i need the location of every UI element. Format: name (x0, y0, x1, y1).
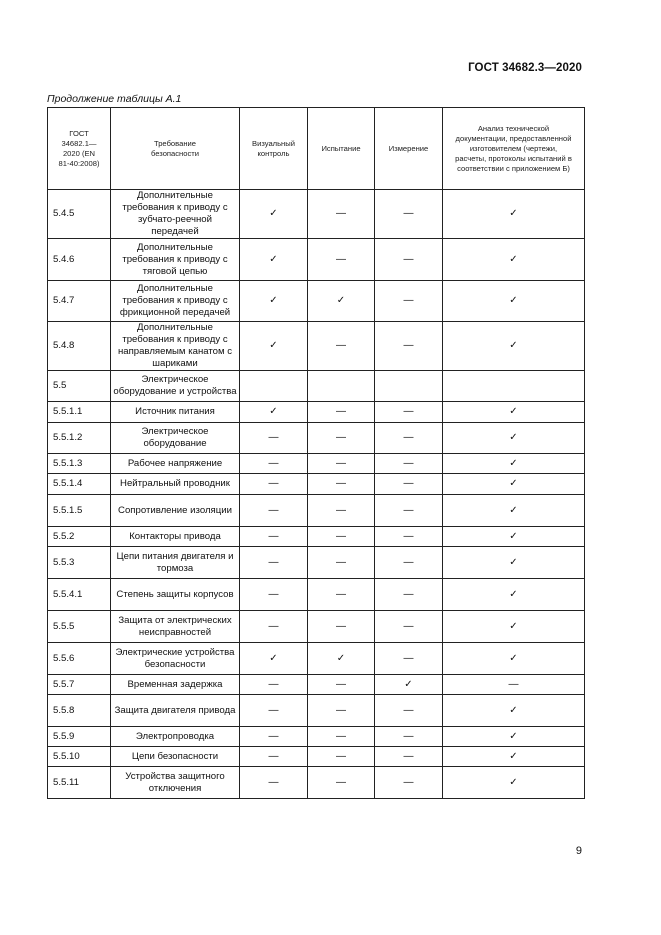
row-visual-mark: — (240, 611, 308, 643)
table-row (48, 695, 585, 727)
row-clause: 5.5.1.3 (48, 454, 111, 474)
row-test-mark: — (308, 747, 375, 767)
table-row (48, 747, 585, 767)
row-measure-mark: — (375, 322, 443, 371)
row-test-mark: — (308, 474, 375, 495)
row-requirement: Рабочее напряжение (111, 454, 240, 474)
row-measure-mark: — (375, 495, 443, 527)
table-row (48, 579, 585, 611)
table-row (48, 611, 585, 643)
row-visual-mark: — (240, 767, 308, 799)
row-requirement: Степень защиты корпусов (111, 579, 240, 611)
row-analysis-mark: ✓ (443, 643, 585, 675)
row-clause: 5.5.1.1 (48, 402, 111, 423)
row-analysis-mark: ✓ (443, 527, 585, 547)
row-analysis-mark: ✓ (443, 474, 585, 495)
row-visual-mark: ✓ (240, 239, 308, 281)
row-analysis-mark: ✓ (443, 454, 585, 474)
table-row (48, 371, 585, 402)
row-requirement: Электрическое оборудование (111, 423, 240, 454)
table-row (48, 190, 585, 239)
row-analysis-mark: ✓ (443, 190, 585, 239)
header-requirement: Требование безопасности (111, 108, 240, 190)
row-requirement: Электрические устройства безопасности (111, 643, 240, 675)
row-requirement: Источник питания (111, 402, 240, 423)
row-visual-mark: — (240, 547, 308, 579)
table-row (48, 423, 585, 454)
row-requirement: Нейтральный проводник (111, 474, 240, 495)
row-measure-mark: — (375, 643, 443, 675)
row-test-mark: — (308, 495, 375, 527)
row-measure-mark: — (375, 547, 443, 579)
row-clause: 5.5.8 (48, 695, 111, 727)
table-row (48, 495, 585, 527)
table-row (48, 675, 585, 695)
row-clause: 5.4.6 (48, 239, 111, 281)
table-row (48, 239, 585, 281)
table-row (48, 281, 585, 322)
row-visual-mark (240, 371, 308, 402)
header-test: Испытание (308, 108, 375, 190)
row-clause: 5.5.5 (48, 611, 111, 643)
row-clause: 5.5.2 (48, 527, 111, 547)
row-visual-mark: — (240, 579, 308, 611)
row-clause: 5.5.6 (48, 643, 111, 675)
row-test-mark: — (308, 675, 375, 695)
row-test-mark: — (308, 727, 375, 747)
row-test-mark: — (308, 322, 375, 371)
row-measure-mark: — (375, 190, 443, 239)
row-requirement: Дополнительные требования к приводу с тяговой цепью (111, 239, 240, 281)
row-test-mark: — (308, 579, 375, 611)
row-visual-mark: — (240, 675, 308, 695)
row-clause: 5.5.4.1 (48, 579, 111, 611)
row-visual-mark: — (240, 727, 308, 747)
row-visual-mark: ✓ (240, 402, 308, 423)
row-analysis-mark: ✓ (443, 767, 585, 799)
table-row (48, 402, 585, 423)
row-clause: 5.5.10 (48, 747, 111, 767)
table-header-row (48, 108, 585, 190)
row-analysis-mark: — (443, 675, 585, 695)
row-visual-mark: ✓ (240, 281, 308, 322)
row-clause: 5.5.3 (48, 547, 111, 579)
table-row (48, 474, 585, 495)
row-analysis-mark: ✓ (443, 547, 585, 579)
row-analysis-mark: ✓ (443, 402, 585, 423)
row-measure-mark: — (375, 611, 443, 643)
row-visual-mark: — (240, 527, 308, 547)
row-clause: 5.5.7 (48, 675, 111, 695)
row-clause: 5.5.1.5 (48, 495, 111, 527)
row-requirement: Контакторы привода (111, 527, 240, 547)
row-test-mark: — (308, 190, 375, 239)
row-measure-mark: — (375, 281, 443, 322)
row-requirement: Электропроводка (111, 727, 240, 747)
header-analysis: Анализ технической документации, предоставленной изготовителем (чертежи, расчеты, протоколы испытаний в соответствии с приложением Б) (443, 108, 585, 190)
row-requirement: Устройства защитного отключения (111, 767, 240, 799)
row-analysis-mark: ✓ (443, 727, 585, 747)
row-measure-mark: — (375, 423, 443, 454)
row-measure-mark: — (375, 747, 443, 767)
row-clause: 5.4.8 (48, 322, 111, 371)
row-analysis-mark: ✓ (443, 611, 585, 643)
row-clause: 5.5.1.4 (48, 474, 111, 495)
row-test-mark: — (308, 695, 375, 727)
row-measure-mark: — (375, 402, 443, 423)
table-row (48, 643, 585, 675)
header-visual: Визуальный контроль (240, 108, 308, 190)
row-visual-mark: ✓ (240, 322, 308, 371)
row-visual-mark: — (240, 474, 308, 495)
row-test-mark: — (308, 547, 375, 579)
row-visual-mark: — (240, 454, 308, 474)
row-analysis-mark: ✓ (443, 695, 585, 727)
requirements-table (47, 107, 585, 799)
row-test-mark: — (308, 239, 375, 281)
row-requirement: Защита двигателя привода (111, 695, 240, 727)
row-test-mark: — (308, 423, 375, 454)
row-requirement: Временная задержка (111, 675, 240, 695)
row-clause: 5.5.9 (48, 727, 111, 747)
row-test-mark: ✓ (308, 281, 375, 322)
table-row (48, 322, 585, 371)
document-code: ГОСТ 34682.3—2020 (468, 62, 582, 74)
row-clause: 5.5.1.2 (48, 423, 111, 454)
row-measure-mark: ✓ (375, 675, 443, 695)
row-visual-mark: ✓ (240, 643, 308, 675)
row-clause: 5.4.7 (48, 281, 111, 322)
table-row (48, 454, 585, 474)
row-measure-mark: — (375, 767, 443, 799)
row-test-mark: — (308, 402, 375, 423)
row-measure-mark: — (375, 727, 443, 747)
table-row (48, 547, 585, 579)
row-analysis-mark: ✓ (443, 239, 585, 281)
row-analysis-mark (443, 371, 585, 402)
row-requirement: Сопротивление изоляции (111, 495, 240, 527)
row-measure-mark (375, 371, 443, 402)
row-requirement: Цепи безопасности (111, 747, 240, 767)
row-measure-mark: — (375, 239, 443, 281)
row-visual-mark: ✓ (240, 190, 308, 239)
row-clause: 5.5.11 (48, 767, 111, 799)
row-test-mark: — (308, 527, 375, 547)
row-test-mark: ✓ (308, 643, 375, 675)
row-measure-mark: — (375, 454, 443, 474)
row-test-mark: — (308, 454, 375, 474)
table-row (48, 727, 585, 747)
row-requirement: Дополнительные требования к приводу с зубчато-реечной передачей (111, 190, 240, 239)
table-row (48, 527, 585, 547)
row-visual-mark: — (240, 423, 308, 454)
table-row (48, 767, 585, 799)
row-measure-mark: — (375, 527, 443, 547)
row-visual-mark: — (240, 495, 308, 527)
row-measure-mark: — (375, 579, 443, 611)
header-measure: Измерение (375, 108, 443, 190)
table-caption: Продолжение таблицы А.1 (47, 93, 182, 105)
row-requirement: Защита от электрических неисправностей (111, 611, 240, 643)
row-analysis-mark: ✓ (443, 281, 585, 322)
row-analysis-mark: ✓ (443, 423, 585, 454)
header-gost-clause: ГОСТ 34682.1—2020 (EN 81-40:2008) (48, 108, 111, 190)
row-measure-mark: — (375, 474, 443, 495)
row-requirement: Дополнительные требования к приводу с фрикционной передачей (111, 281, 240, 322)
row-analysis-mark: ✓ (443, 747, 585, 767)
page-number: 9 (575, 845, 582, 857)
row-visual-mark: — (240, 747, 308, 767)
row-analysis-mark: ✓ (443, 322, 585, 371)
row-test-mark: — (308, 767, 375, 799)
row-analysis-mark: ✓ (443, 579, 585, 611)
row-clause: 5.4.5 (48, 190, 111, 239)
row-test-mark: — (308, 611, 375, 643)
row-clause: 5.5 (48, 371, 111, 402)
row-analysis-mark: ✓ (443, 495, 585, 527)
row-test-mark (308, 371, 375, 402)
row-visual-mark: — (240, 695, 308, 727)
row-requirement: Цепи питания двигателя и тормоза (111, 547, 240, 579)
row-requirement: Электрическое оборудование и устройства (111, 371, 240, 402)
row-measure-mark: — (375, 695, 443, 727)
row-requirement: Дополнительные требования к приводу с направляемым канатом с шариками (111, 322, 240, 371)
